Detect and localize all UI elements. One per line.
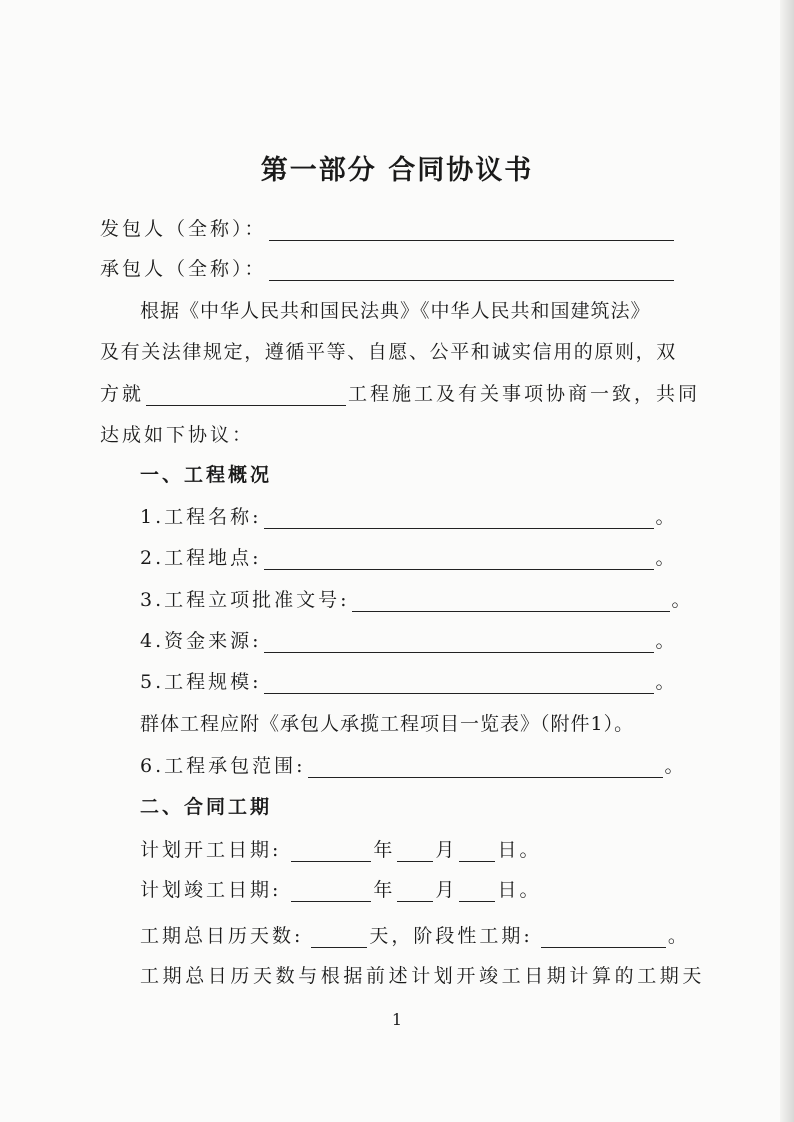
page-number: 1 (391, 1010, 403, 1029)
total-days-line (140, 922, 690, 948)
project-name-line (140, 503, 678, 529)
year-label: 年 (373, 879, 396, 901)
finish-date-label: 计划竣工日期: (140, 879, 282, 901)
group-project-note: 群体工程应附《承包人承揽工程项目一览表》（附件1）。 (140, 713, 635, 735)
finish-date-line (140, 876, 541, 902)
scope-label: 6.工程承包范围: (140, 755, 306, 777)
project-name-label: 1.工程名称: (140, 506, 262, 528)
period: 。 (655, 547, 678, 569)
intro-line-1: 根据《中华人民共和国民法典》《中华人民共和国建筑法》 (140, 300, 651, 322)
contractor-line (100, 255, 676, 281)
project-scale-label: 5.工程规模: (140, 671, 262, 693)
project-scale-blank[interactable] (264, 673, 654, 694)
total-days-note: 工期总日历天数与根据前述计划开竣工日期计算的工期天 (140, 965, 706, 987)
stage-period-label: 天，阶段性工期: (369, 925, 533, 947)
page-title: 第一部分 合同协议书 (260, 155, 534, 186)
start-month-blank[interactable] (397, 841, 433, 862)
period: 。 (655, 630, 678, 652)
start-date-label: 计划开工日期: (140, 839, 282, 861)
employer-blank[interactable] (269, 220, 674, 241)
project-name-blank[interactable] (264, 508, 654, 529)
intro-line-2: 及有关法律规定，遵循平等、自愿、公平和诚实信用的原则，双 (100, 341, 677, 363)
period: 。 (655, 671, 678, 693)
finish-day-blank[interactable] (459, 881, 495, 902)
funding-source-label: 4.资金来源: (140, 630, 262, 652)
period: 。 (671, 589, 694, 611)
funding-source-blank[interactable] (264, 632, 654, 653)
contractor-label: 承包人（全称）： (100, 258, 267, 280)
period: 。 (667, 925, 690, 947)
intro-line-4: 达成如下协议： (100, 424, 255, 446)
stage-period-blank[interactable] (541, 927, 666, 948)
total-days-blank[interactable] (311, 927, 367, 948)
finish-month-blank[interactable] (397, 881, 433, 902)
period: 。 (664, 755, 687, 777)
section2-heading: 二、合同工期 (140, 796, 273, 818)
year-label: 年 (373, 839, 396, 861)
start-date-line (140, 836, 541, 862)
day-label: 日。 (497, 879, 542, 901)
section1-heading: 一、工程概况 (140, 464, 273, 486)
project-location-label: 2.工程地点: (140, 547, 262, 569)
approval-number-line (140, 586, 694, 612)
start-day-blank[interactable] (459, 841, 495, 862)
approval-number-label: 3.工程立项批准文号: (140, 589, 350, 611)
project-blank[interactable] (146, 385, 346, 406)
intro-line-3 (100, 380, 700, 406)
period: 。 (655, 506, 678, 528)
total-days-label: 工期总日历天数: (140, 925, 304, 947)
funding-source-line (140, 627, 678, 653)
intro-line-3-suffix: 工程施工及有关事项协商一致，共同 (348, 383, 701, 405)
employer-line (100, 215, 676, 241)
contractor-blank[interactable] (269, 260, 674, 281)
project-location-line (140, 544, 678, 570)
project-scale-line (140, 668, 678, 694)
intro-line-3-prefix: 方就 (100, 383, 145, 405)
finish-year-blank[interactable] (291, 881, 371, 902)
start-year-blank[interactable] (291, 841, 371, 862)
month-label: 月 (435, 879, 458, 901)
approval-number-blank[interactable] (352, 591, 670, 612)
day-label: 日。 (497, 839, 542, 861)
scope-line (140, 752, 687, 778)
employer-label: 发包人（全称）： (100, 218, 267, 240)
scope-blank[interactable] (308, 757, 663, 778)
project-location-blank[interactable] (264, 549, 654, 570)
month-label: 月 (435, 839, 458, 861)
